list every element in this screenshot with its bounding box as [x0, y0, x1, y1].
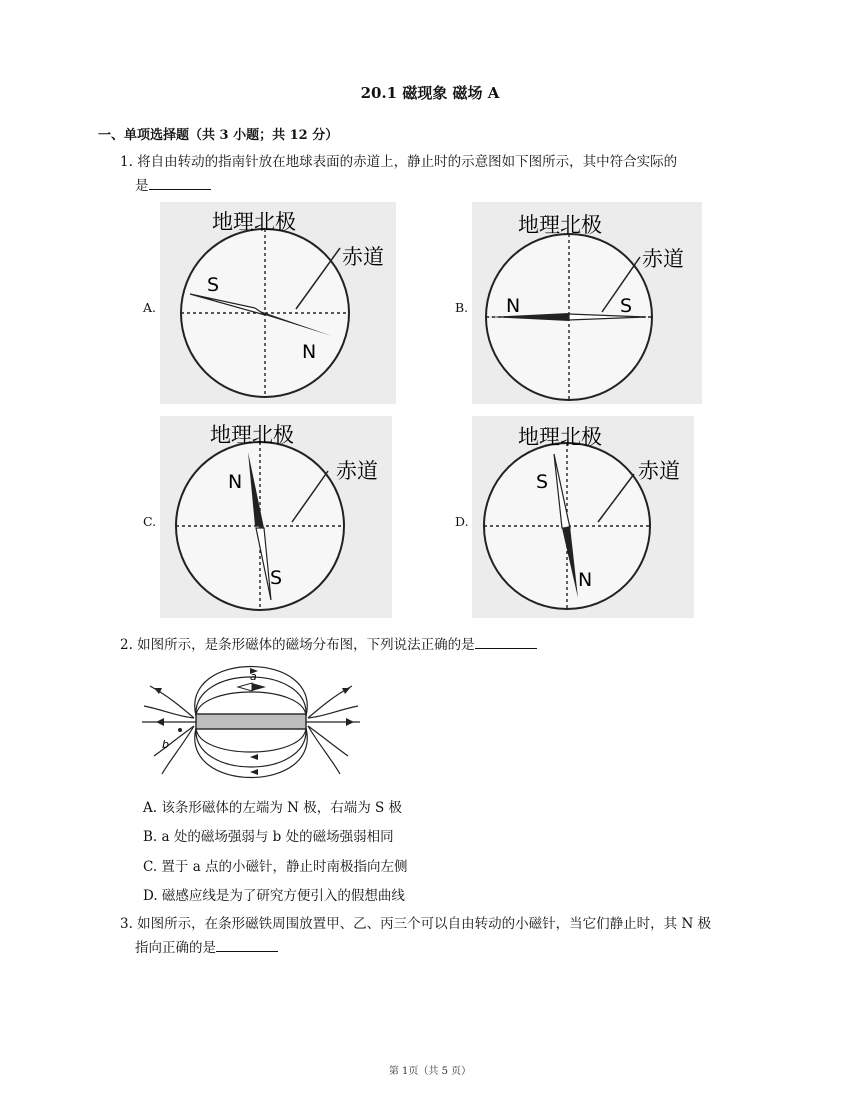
q3-text-line1: 3. 如图所示，在条形磁铁周围放置甲、乙、丙三个可以自由转动的小磁针，当它们静止时，其 N 极: [120, 916, 712, 932]
q1-a-equator-label: 赤道: [342, 245, 384, 269]
q2-magnet-field-figure: [140, 656, 362, 780]
page-footer: 第 1页（共 5 页）: [388, 1066, 472, 1077]
q1-option-a-figure: [160, 202, 396, 404]
q3-text-line2: [135, 937, 278, 959]
page-title: 20.1 磁现象 磁场 A: [360, 84, 500, 102]
q1-c-needle-label-1: N: [228, 471, 243, 493]
q2-point-a-label: a: [250, 670, 257, 683]
q1-d-needle-label-2: N: [578, 569, 593, 591]
q1-option-b-figure: [472, 202, 702, 404]
q1-option-a-label: A.: [143, 300, 157, 315]
q2-choice-c: C. 置于 a 点的小磁针，静止时南极指向左侧: [143, 859, 408, 875]
q2-choice-a: A. 该条形磁体的左端为 N 极，右端为 S 极: [143, 800, 403, 816]
q1-d-needle-label-1: S: [536, 471, 549, 493]
q1-a-pole-label: 地理北极: [212, 210, 296, 234]
q1-text-line1: 1. 将自由转动的指南针放在地球表面的赤道上，静止时的示意图如下图所示，其中符合实际的: [120, 154, 678, 170]
q1-c-needle-label-2: S: [270, 567, 283, 589]
q1-b-needle-label-2: S: [620, 295, 633, 317]
section-heading: 一、单项选择题（共 3 小题；共 12 分）: [98, 128, 339, 143]
q1-a-needle-label-2: N: [302, 341, 317, 363]
q2-text: [120, 634, 537, 656]
q1-b-equator-label: 赤道: [642, 247, 684, 271]
q1-text-line2: [135, 175, 211, 197]
q3-text-word: 指向正确的是: [135, 940, 216, 956]
q1-option-d-label: D.: [455, 514, 469, 529]
q1-text-word: 是: [135, 178, 149, 194]
q1-c-pole-label: 地理北极: [210, 423, 294, 447]
q1-option-b-label: B.: [455, 300, 469, 315]
q1-option-d-figure: [472, 416, 694, 618]
q2-choice-d: D. 磁感应线是为了研究方便引入的假想曲线: [143, 888, 405, 904]
q2-point-b-label: b: [162, 738, 169, 751]
q1-c-equator-label: 赤道: [336, 459, 378, 483]
q1-b-needle-label-1: N: [506, 295, 521, 317]
q1-b-pole-label: 地理北极: [518, 213, 602, 237]
q1-option-c-figure: [160, 416, 392, 618]
q1-answer-blank: [149, 175, 211, 190]
q2-choice-b: B. a 处的磁场强弱与 b 处的磁场强弱相同: [143, 829, 394, 845]
q2-answer-blank: [475, 634, 537, 649]
q2-stem: 2. 如图所示，是条形磁体的磁场分布图，下列说法正确的是: [120, 637, 475, 653]
q1-d-equator-label: 赤道: [638, 459, 680, 483]
q1-a-needle-label-1: S: [207, 274, 220, 296]
q1-option-c-label: C.: [143, 514, 157, 529]
q1-d-pole-label: 地理北极: [518, 425, 602, 449]
q3-answer-blank: [216, 937, 278, 952]
